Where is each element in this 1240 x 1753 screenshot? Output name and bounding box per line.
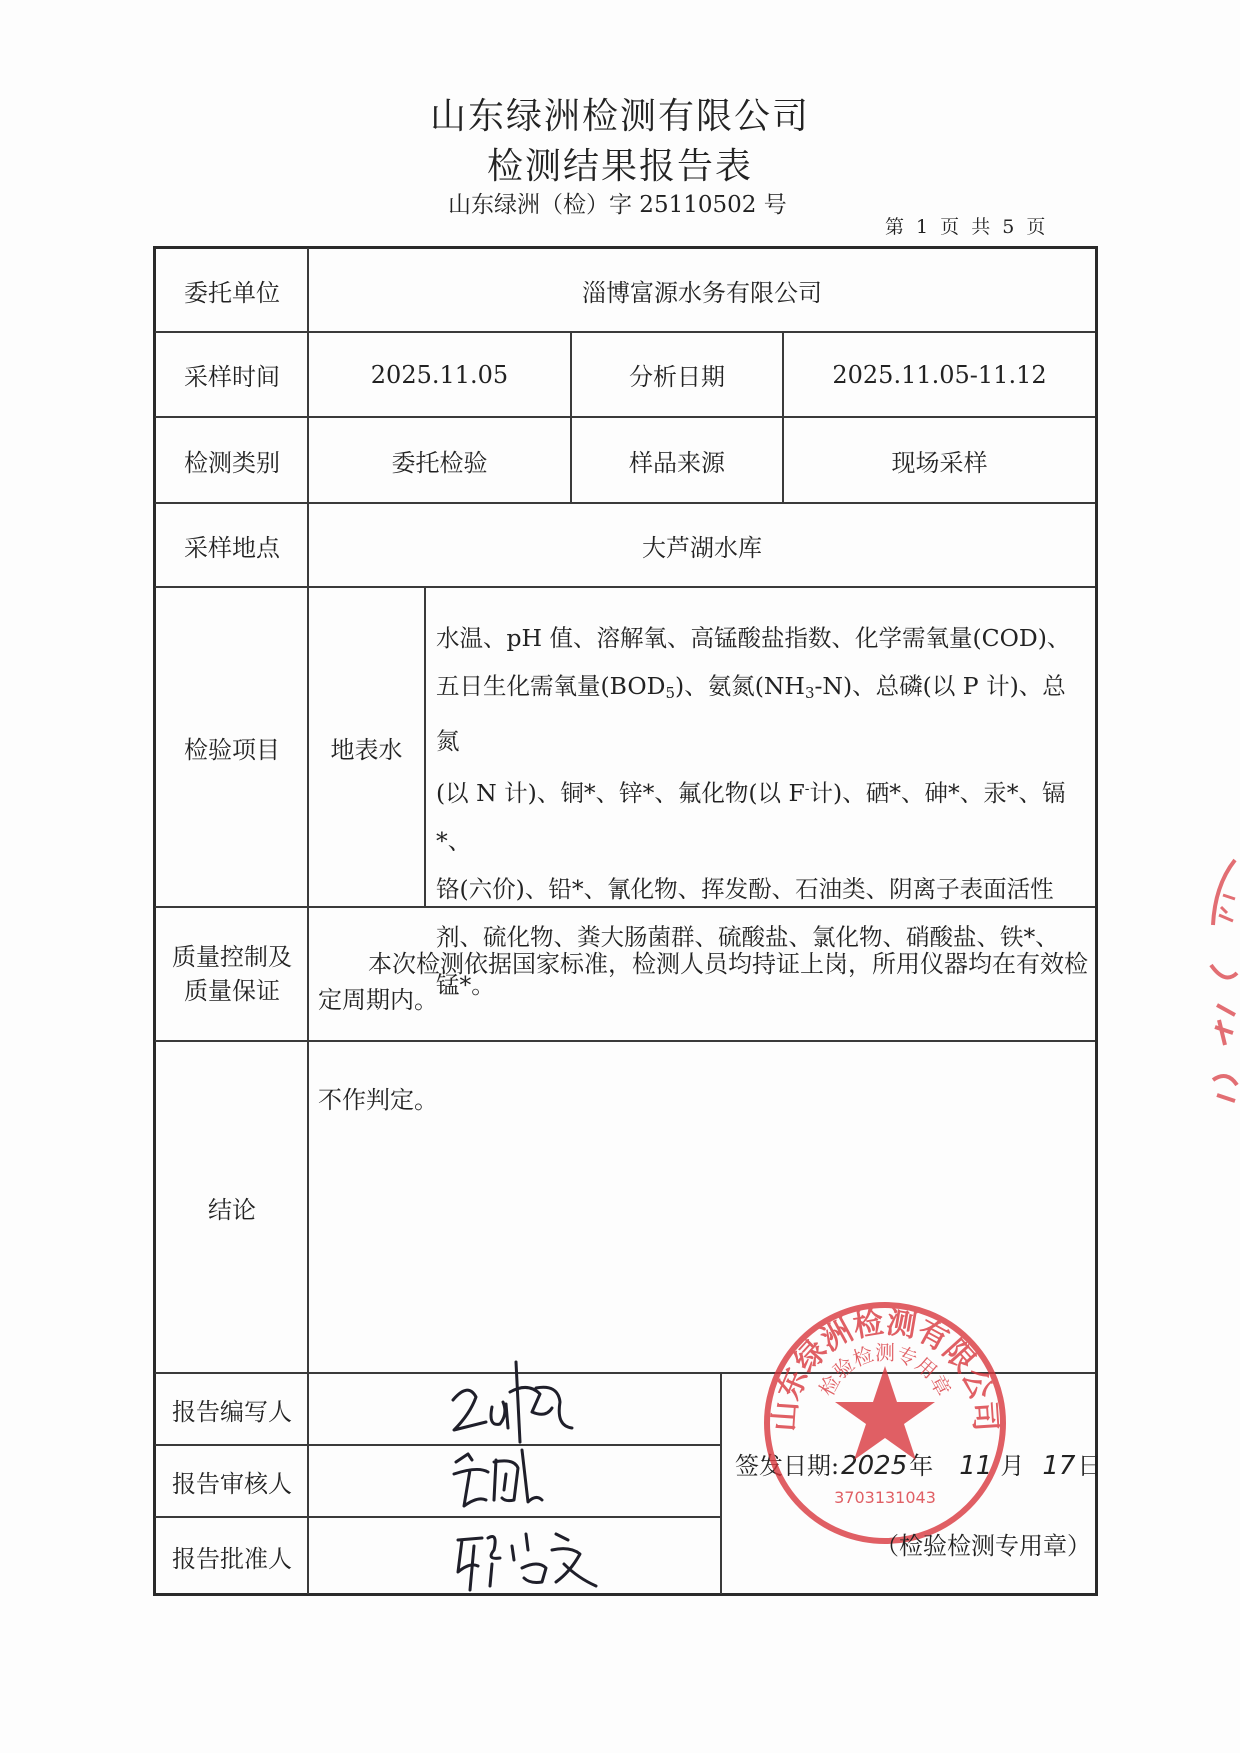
items-line: 剂、硫化物、粪大肠菌群、硫酸盐、氯化物、硝酸盐、铁*、 bbox=[436, 923, 1059, 951]
items-line: 水温、pH 值、溶解氧、高锰酸盐指数、化学需氧量(COD)、 bbox=[436, 624, 1071, 652]
conclusion-text: 不作判定。 bbox=[318, 1086, 438, 1114]
qc-label: 质量控制及 质量保证 bbox=[172, 943, 292, 1005]
client-value: 淄博富源水务有限公司 bbox=[582, 279, 822, 307]
analysis-date-value: 2025.11.05-11.12 bbox=[832, 360, 1047, 389]
edge-seal-fragment bbox=[1205, 855, 1240, 1115]
test-type-value: 委托检验 bbox=[391, 448, 488, 477]
analysis-date-label: 分析日期 bbox=[629, 363, 725, 391]
seal-label: （检验检测专用章） bbox=[875, 1532, 1091, 1560]
seal-inner-text: 检验检测专用章 bbox=[814, 1340, 956, 1400]
sample-source-value: 现场采样 bbox=[891, 448, 988, 477]
test-type-label: 检测类别 bbox=[184, 448, 280, 477]
page-info: 第 1 页 共 5 页 bbox=[885, 216, 1046, 238]
official-seal bbox=[760, 1298, 1010, 1548]
report-number: 山东绿洲（检）字 25110502 号 bbox=[448, 192, 787, 218]
approver-label: 报告批准人 bbox=[172, 1544, 292, 1573]
sampling-site-value: 大芦湖水库 bbox=[642, 533, 762, 562]
test-items-label: 检验项目 bbox=[184, 735, 280, 764]
issue-date: 签发日期:2025年 11 月 17日 bbox=[735, 1451, 1102, 1481]
seal-code: 3703131043 bbox=[834, 1488, 936, 1507]
company-name: 山东绿洲检测有限公司 bbox=[429, 96, 810, 137]
seal-text: 山东绿洲检测有限公司 bbox=[767, 1305, 1003, 1433]
qc-text: 本次检测依据国家标准，检测人员均持证上岗，所用仪器均在有效检定周期内。 bbox=[318, 950, 1088, 1014]
sampling-time-label: 采样时间 bbox=[184, 363, 280, 391]
issue-year: 2025 bbox=[841, 1451, 908, 1481]
reviewer-label: 报告审核人 bbox=[172, 1469, 292, 1498]
reviewer-signature bbox=[448, 1440, 548, 1520]
divider bbox=[424, 587, 426, 906]
writer-label: 报告编写人 bbox=[172, 1397, 292, 1426]
items-line: 铬(六价)、铅*、氰化物、挥发酚、石油类、阴离子表面活性 bbox=[436, 875, 1054, 903]
issue-month: 11 bbox=[959, 1451, 993, 1481]
sample-source-label: 样品来源 bbox=[629, 448, 725, 477]
client-label: 委托单位 bbox=[184, 279, 280, 307]
issue-day: 17 bbox=[1042, 1451, 1076, 1481]
divider bbox=[720, 1373, 722, 1594]
approver-signature bbox=[452, 1516, 602, 1596]
test-items-category: 地表水 bbox=[330, 735, 403, 764]
sampling-site-label: 采样地点 bbox=[184, 533, 280, 562]
items-line: (以 N 计)、铜*、锌*、氟化物(以 F-计)、硒*、砷*、汞*、镉*、 bbox=[436, 779, 1066, 855]
report-title: 检测结果报告表 bbox=[486, 146, 753, 187]
conclusion-label: 结论 bbox=[208, 1195, 256, 1224]
writer-signature bbox=[448, 1352, 578, 1447]
sampling-time-value: 2025.11.05 bbox=[370, 360, 509, 389]
items-line: 锰*。 bbox=[436, 971, 495, 999]
items-line: 五日生化需氧量$(BOD_5)$、氨氮$(NH_3-N)$、总磷(以 P 计)、总氮 bbox=[436, 672, 1066, 755]
